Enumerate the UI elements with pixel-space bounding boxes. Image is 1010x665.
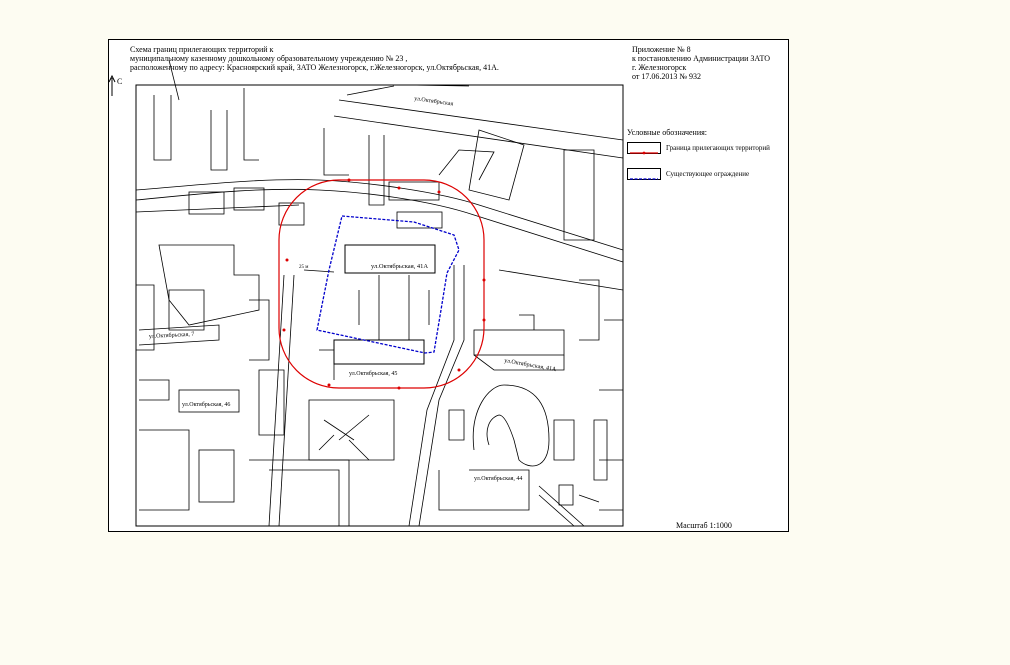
map-title-line: расположенному по адресу: Красноярский край, ЗАТО Железногорск, г.Железногорск, ул.Октябрьская, 41А. [130,63,499,72]
appendix-line: от 17.06.2013 № 932 [632,72,702,81]
target-building-label: ул.Октябрьская, 41А [371,263,429,270]
appendix-line: г. Железногорск [632,63,687,72]
fence-line-icon [628,174,660,184]
building-label-left: ул.Октябрьская, 7 [148,331,195,340]
existing-fence [317,216,459,353]
legend-boundary-swatch [627,142,661,154]
map-sheet [108,39,789,532]
legend-fence-swatch [627,168,661,180]
distance-label: 25 м [299,265,309,270]
north-label: С [117,77,123,86]
legend-title: Условные обозначения: [627,128,708,137]
map-drawing [109,40,790,533]
building-label-bottom: ул.Октябрьская, 45 [349,371,398,377]
boundary-line-icon [628,148,660,158]
scale-label: Масштаб 1:1000 [676,521,732,530]
street-label-top: ул.Октябрьская [413,96,454,108]
legend-boundary-label: Граница прилегающих территорий [666,144,770,152]
map-title-line: Схема границ прилегающих территорий к [130,45,274,54]
building-label-right: ул.Октябрьская, 41А [503,358,557,374]
map-linework [136,60,623,526]
adjacent-territory-boundary [279,180,484,388]
building-label-lower-right: ул.Октябрьская, 44 [474,476,523,482]
north-arrow-icon [109,76,115,96]
building-label-lower-left: ул.Октябрьская, 46 [182,402,231,408]
legend-fence-label: Существующее ограждение [666,170,750,178]
map-title-line: муниципальному казенному дошкольному образовательному учреждению № 23 , [130,54,408,63]
appendix-line: к постановлению Администрации ЗАТО [632,54,771,63]
appendix-line: Приложение № 8 [632,45,691,54]
boundary-markers [283,179,486,390]
